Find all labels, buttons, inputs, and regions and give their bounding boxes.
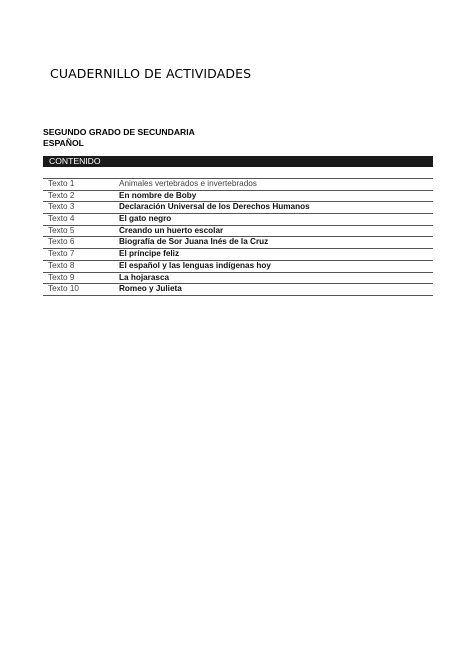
- text-title: El gato negro: [119, 214, 172, 224]
- text-title: El español y las lenguas indígenas hoy: [119, 260, 271, 270]
- text-title: La hojarasca: [119, 272, 170, 282]
- contents-row: [43, 236, 433, 248]
- text-number: Texto 2: [48, 190, 75, 200]
- text-number: Texto 4: [48, 214, 75, 224]
- text-number: Texto 1: [48, 179, 75, 188]
- contents-row: [43, 260, 433, 272]
- text-title: Romeo y Julieta: [119, 284, 182, 294]
- text-title: Declaración Universal de los Derechos Humanos: [119, 202, 310, 212]
- contents-row: [43, 272, 433, 284]
- subject-label: ESPAÑOL: [43, 138, 84, 148]
- text-number: Texto 8: [48, 260, 75, 270]
- contents-row: [43, 178, 433, 190]
- text-number: Texto 7: [48, 249, 75, 259]
- grade-label: SEGUNDO GRADO DE SECUNDARIA: [43, 127, 195, 137]
- text-title: Animales vertebrados e invertebrados: [119, 179, 257, 188]
- contents-row: [43, 190, 433, 202]
- text-title: En nombre de Boby: [119, 190, 197, 200]
- text-title: Biografía de Sor Juana Inés de la Cruz: [119, 237, 269, 247]
- text-number: Texto 9: [48, 272, 75, 282]
- text-number: Texto 5: [48, 225, 75, 235]
- contents-header-label: CONTENIDO: [49, 156, 101, 166]
- text-number: Texto 6: [48, 237, 75, 247]
- contents-row: [43, 248, 433, 260]
- document-title: CUADERNILLO DE ACTIVIDADES: [50, 66, 252, 81]
- contents-header-bar: [43, 156, 433, 167]
- text-title: El príncipe feliz: [119, 249, 180, 259]
- contents-row: [43, 225, 433, 237]
- text-number: Texto 10: [48, 284, 79, 294]
- contents-row: [43, 213, 433, 225]
- text-number: Texto 3: [48, 202, 75, 212]
- contents-row: [43, 283, 433, 296]
- contents-row: [43, 201, 433, 213]
- contents-table: [43, 178, 433, 296]
- text-title: Creando un huerto escolar: [119, 225, 224, 235]
